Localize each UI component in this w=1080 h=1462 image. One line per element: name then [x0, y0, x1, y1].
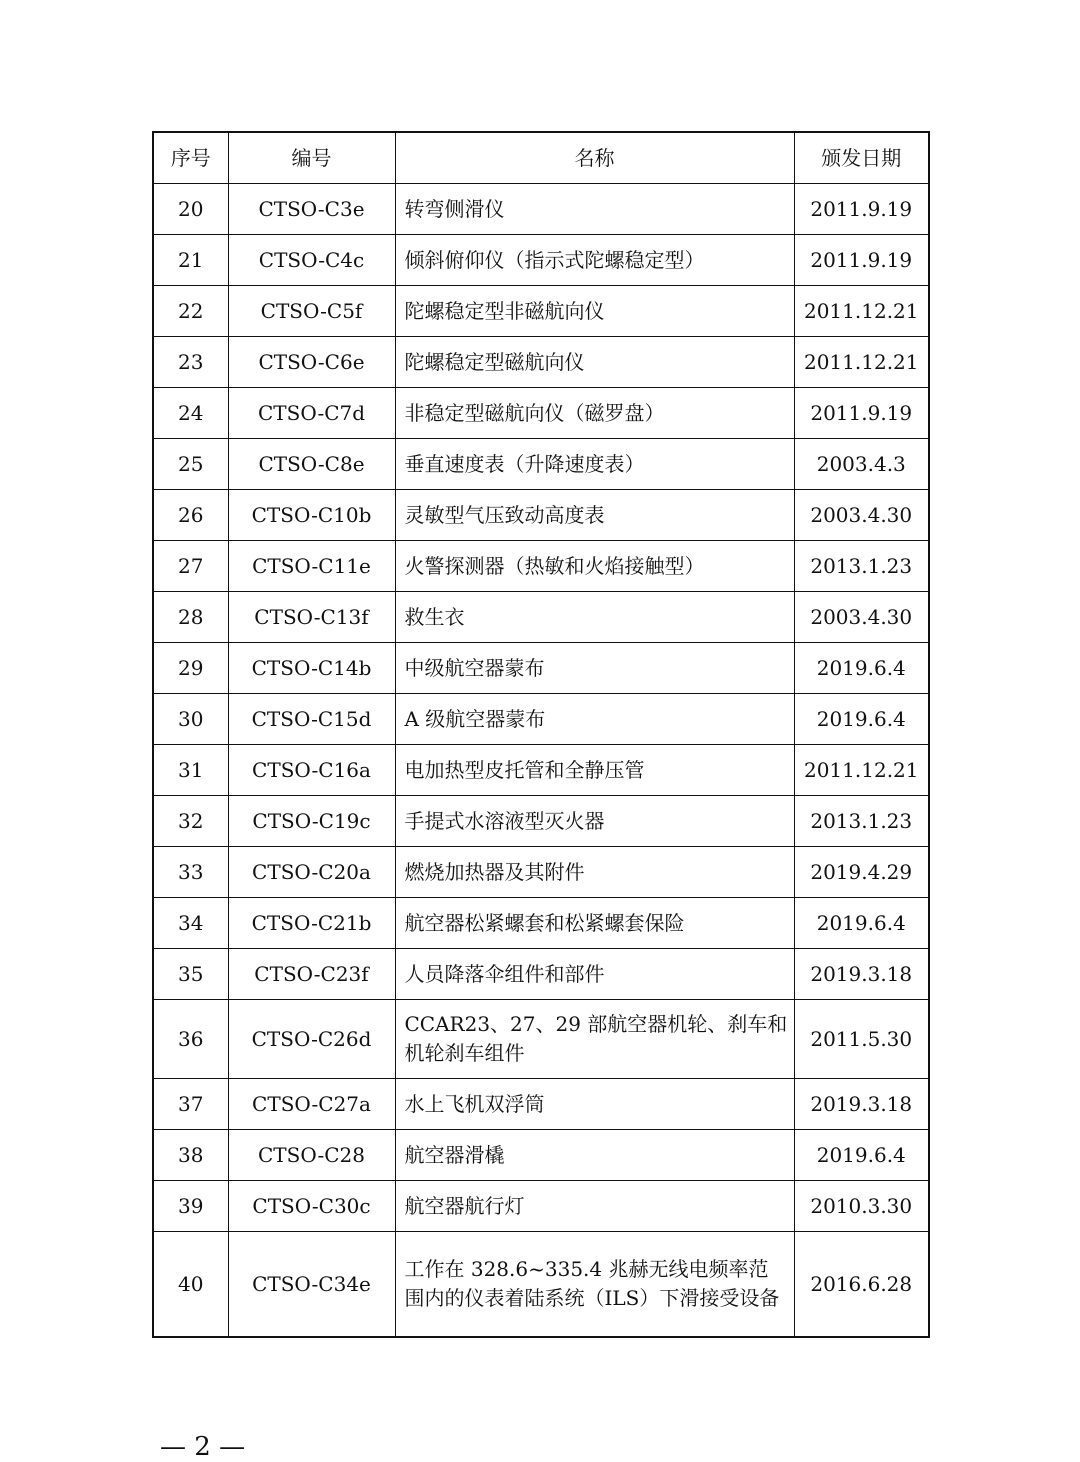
cell-seq: 21: [153, 235, 228, 286]
cell-code: CTSO-C14b: [228, 643, 395, 694]
table-row: [153, 796, 929, 847]
cell-name: 手提式水溶液型灭火器: [395, 796, 794, 847]
table-row: [153, 1232, 929, 1338]
table-header-row: [153, 132, 929, 184]
cell-date: 2003.4.30: [794, 490, 929, 541]
table-row: [153, 643, 929, 694]
cell-code: CTSO-C15d: [228, 694, 395, 745]
cell-code: CTSO-C5f: [228, 286, 395, 337]
cell-date: 2011.12.21: [794, 745, 929, 796]
cell-date: 2019.4.29: [794, 847, 929, 898]
cell-date: 2019.3.18: [794, 949, 929, 1000]
header-date: 颁发日期: [794, 132, 929, 184]
cell-seq: 25: [153, 439, 228, 490]
cell-name: 火警探测器（热敏和火焰接触型）: [395, 541, 794, 592]
cell-seq: 20: [153, 184, 228, 235]
cell-seq: 37: [153, 1079, 228, 1130]
cell-date: 2011.9.19: [794, 184, 929, 235]
cell-date: 2011.12.21: [794, 337, 929, 388]
cell-code: CTSO-C7d: [228, 388, 395, 439]
table-row: [153, 337, 929, 388]
cell-seq: 34: [153, 898, 228, 949]
header-seq: 序号: [153, 132, 228, 184]
table-row: [153, 439, 929, 490]
cell-seq: 39: [153, 1181, 228, 1232]
cell-name: 陀螺稳定型磁航向仪: [395, 337, 794, 388]
cell-seq: 38: [153, 1130, 228, 1181]
cell-name: 转弯侧滑仪: [395, 184, 794, 235]
table-row: [153, 847, 929, 898]
cell-name: 电加热型皮托管和全静压管: [395, 745, 794, 796]
cell-seq: 33: [153, 847, 228, 898]
cell-name: 航空器滑橇: [395, 1130, 794, 1181]
cell-name: 燃烧加热器及其附件: [395, 847, 794, 898]
cell-name: A 级航空器蒙布: [395, 694, 794, 745]
table-row: [153, 898, 929, 949]
cell-code: CTSO-C20a: [228, 847, 395, 898]
cell-name: 救生衣: [395, 592, 794, 643]
cell-seq: 36: [153, 1000, 228, 1079]
cell-code: CTSO-C3e: [228, 184, 395, 235]
cell-name: 非稳定型磁航向仪（磁罗盘）: [395, 388, 794, 439]
cell-code: CTSO-C19c: [228, 796, 395, 847]
cell-seq: 30: [153, 694, 228, 745]
table-row: [153, 184, 929, 235]
cell-date: 2013.1.23: [794, 541, 929, 592]
table-row: [153, 1079, 929, 1130]
cell-date: 2011.9.19: [794, 388, 929, 439]
cell-date: 2019.6.4: [794, 1130, 929, 1181]
table-row: [153, 235, 929, 286]
cell-date: 2010.3.30: [794, 1181, 929, 1232]
cell-code: CTSO-C27a: [228, 1079, 395, 1130]
table-row: [153, 1181, 929, 1232]
cell-seq: 32: [153, 796, 228, 847]
header-name: 名称: [395, 132, 794, 184]
cell-date: 2019.6.4: [794, 898, 929, 949]
cell-seq: 29: [153, 643, 228, 694]
cell-date: 2013.1.23: [794, 796, 929, 847]
cell-name: 倾斜俯仰仪（指示式陀螺稳定型）: [395, 235, 794, 286]
cell-seq: 40: [153, 1232, 228, 1338]
table-row: [153, 694, 929, 745]
cell-date: 2011.5.30: [794, 1000, 929, 1079]
cell-date: 2016.6.28: [794, 1232, 929, 1338]
cell-date: 2019.3.18: [794, 1079, 929, 1130]
cell-date: 2003.4.3: [794, 439, 929, 490]
cell-name: 航空器松紧螺套和松紧螺套保险: [395, 898, 794, 949]
cell-code: CTSO-C28: [228, 1130, 395, 1181]
cell-date: 2011.9.19: [794, 235, 929, 286]
header-code: 编号: [228, 132, 395, 184]
cell-seq: 24: [153, 388, 228, 439]
cell-seq: 28: [153, 592, 228, 643]
cell-name: 工作在 328.6~335.4 兆赫无线电频率范围内的仪表着陆系统（ILS）下滑接受设备: [395, 1232, 794, 1338]
cell-code: CTSO-C26d: [228, 1000, 395, 1079]
cell-code: CTSO-C13f: [228, 592, 395, 643]
cell-name: 航空器航行灯: [395, 1181, 794, 1232]
cell-code: CTSO-C10b: [228, 490, 395, 541]
cell-code: CTSO-C23f: [228, 949, 395, 1000]
table-row: [153, 490, 929, 541]
cell-seq: 31: [153, 745, 228, 796]
cell-name: 中级航空器蒙布: [395, 643, 794, 694]
cell-code: CTSO-C4c: [228, 235, 395, 286]
table-row: [153, 541, 929, 592]
cell-date: 2011.12.21: [794, 286, 929, 337]
table-row: [153, 592, 929, 643]
cell-name: 灵敏型气压致动高度表: [395, 490, 794, 541]
table-row: [153, 286, 929, 337]
standards-table: [152, 131, 930, 1338]
cell-seq: 35: [153, 949, 228, 1000]
table-row: [153, 1130, 929, 1181]
cell-code: CTSO-C8e: [228, 439, 395, 490]
cell-date: 2019.6.4: [794, 643, 929, 694]
cell-code: CTSO-C16a: [228, 745, 395, 796]
cell-seq: 26: [153, 490, 228, 541]
table-row: [153, 949, 929, 1000]
cell-code: CTSO-C21b: [228, 898, 395, 949]
cell-name: 人员降落伞组件和部件: [395, 949, 794, 1000]
cell-seq: 22: [153, 286, 228, 337]
cell-name: 水上飞机双浮筒: [395, 1079, 794, 1130]
table-row: [153, 745, 929, 796]
table-row: [153, 388, 929, 439]
table-row: [153, 1000, 929, 1079]
cell-seq: 23: [153, 337, 228, 388]
cell-code: CTSO-C34e: [228, 1232, 395, 1338]
cell-code: CTSO-C6e: [228, 337, 395, 388]
cell-name: 垂直速度表（升降速度表）: [395, 439, 794, 490]
cell-name: CCAR23、27、29 部航空器机轮、刹车和机轮刹车组件: [395, 1000, 794, 1079]
cell-date: 2003.4.30: [794, 592, 929, 643]
cell-name: 陀螺稳定型非磁航向仪: [395, 286, 794, 337]
cell-seq: 27: [153, 541, 228, 592]
cell-date: 2019.6.4: [794, 694, 929, 745]
cell-code: CTSO-C30c: [228, 1181, 395, 1232]
page-number: — 2 —: [160, 1432, 246, 1462]
cell-code: CTSO-C11e: [228, 541, 395, 592]
